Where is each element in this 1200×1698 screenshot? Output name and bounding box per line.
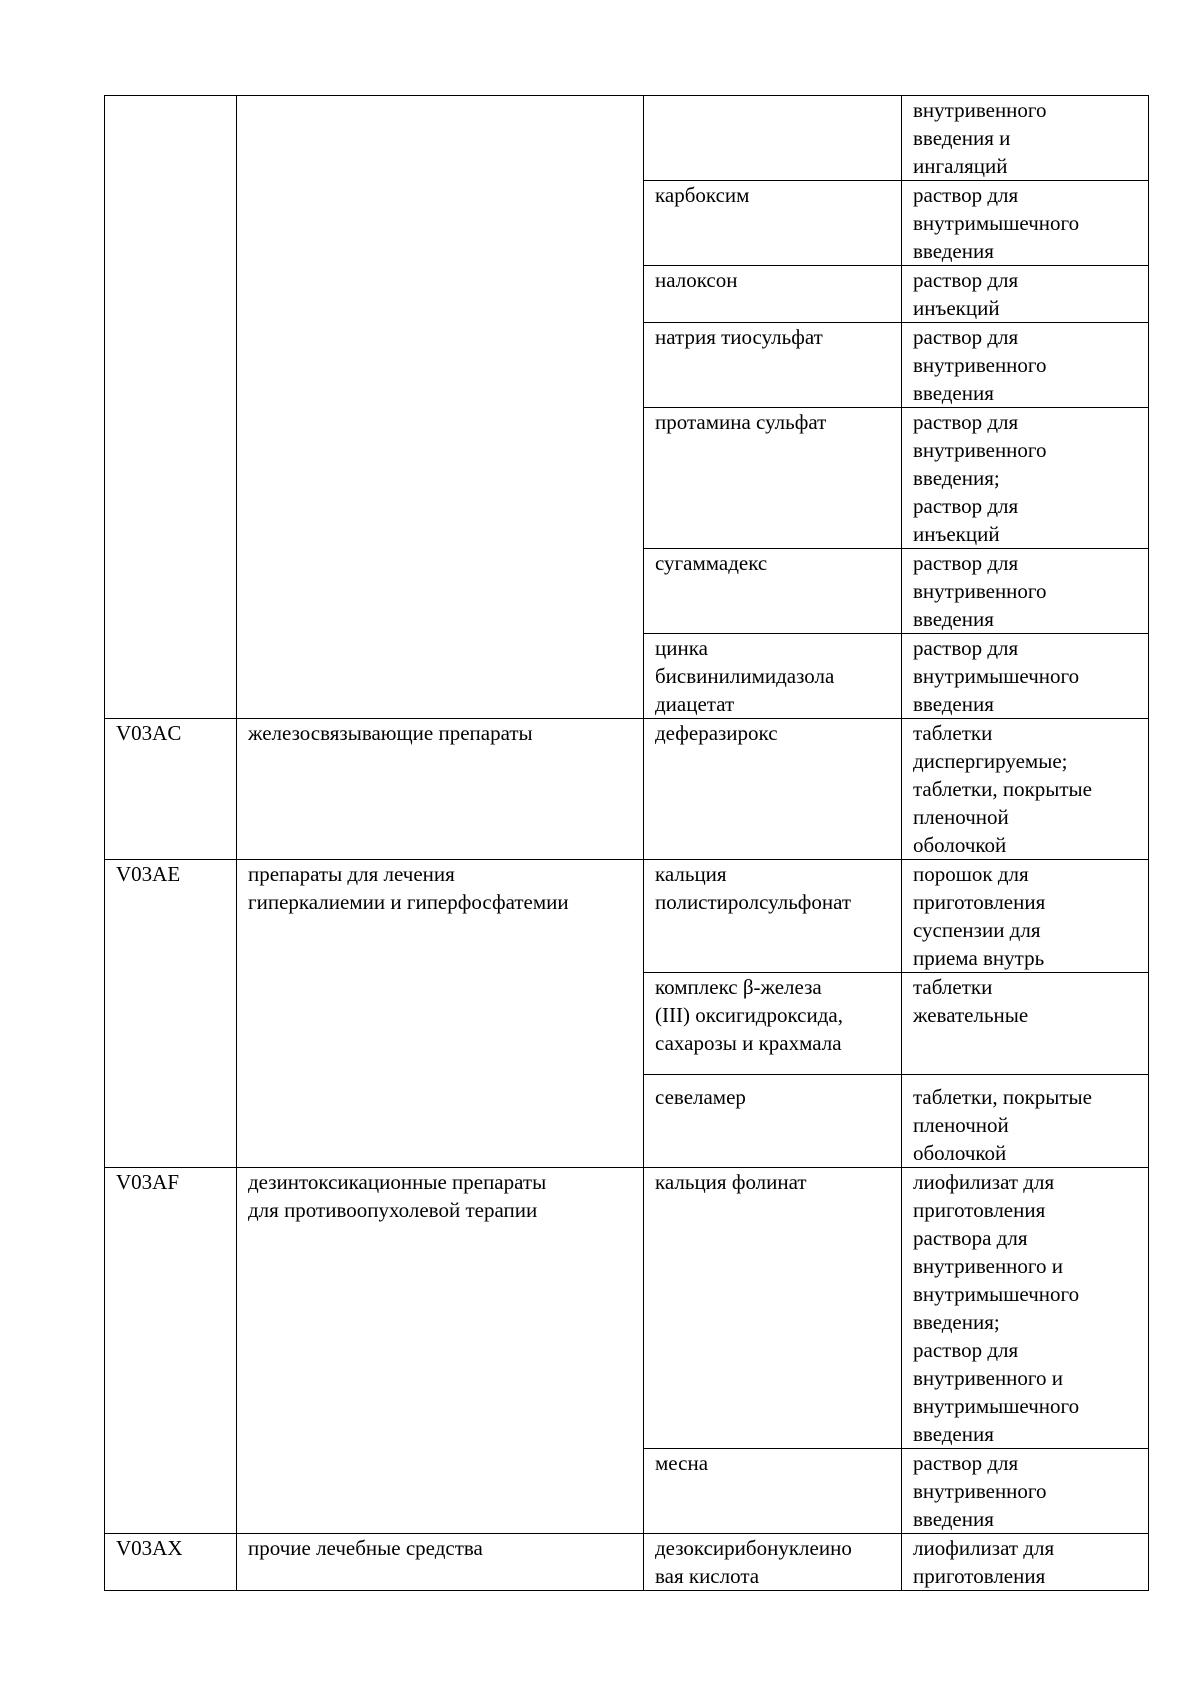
drug-name-cell <box>644 973 902 1075</box>
dosage-form: лиофилизат для приготовления раствора для внутривенного и внутримышечного введения; раствор для внутривенного и внутримышечного введения <box>913 1170 1080 1446</box>
drug-name-cell <box>644 634 902 719</box>
drug-name: натрия тиосульфат <box>655 325 823 349</box>
dosage-form-cell <box>902 860 1149 973</box>
atc-code-cell <box>105 1534 237 1591</box>
table-row <box>105 719 1149 860</box>
atc-code-cell <box>105 860 237 1168</box>
group-name: прочие лечебные средства <box>248 1536 483 1560</box>
atc-code-cell <box>105 96 237 719</box>
dosage-form-cell <box>902 973 1149 1075</box>
dosage-form: раствор для внутривенного введения <box>913 1451 1047 1531</box>
drug-name: кальция фолинат <box>655 1170 807 1194</box>
drug-name: карбоксим <box>655 183 750 207</box>
drug-name-cell <box>644 96 902 181</box>
group-name-cell <box>237 1534 644 1591</box>
dosage-form-cell <box>902 1075 1149 1168</box>
dosage-form: таблетки жевательные <box>913 975 1029 1027</box>
atc-code: V03AF <box>116 1170 180 1194</box>
dosage-form: раствор для инъекций <box>913 268 1019 320</box>
dosage-form: раствор для внутримышечного введения <box>913 183 1080 263</box>
drug-name: деферазирокс <box>655 721 778 745</box>
drug-name-cell <box>644 719 902 860</box>
atc-code: V03AC <box>116 721 182 745</box>
drug-name-cell <box>644 1168 902 1449</box>
dosage-form-cell <box>902 549 1149 634</box>
dosage-form-cell <box>902 96 1149 181</box>
drug-name-cell <box>644 1449 902 1534</box>
drug-table <box>104 95 1149 1591</box>
drug-name: комплекс β-железа (III) оксигидроксида, сахарозы и крахмала <box>655 975 843 1055</box>
drug-name-cell <box>644 1075 902 1168</box>
atc-code: V03AX <box>116 1536 183 1560</box>
dosage-form-cell <box>902 266 1149 323</box>
dosage-form-cell <box>902 1449 1149 1534</box>
drug-name-cell <box>644 266 902 323</box>
dosage-form: раствор для внутривенного введения; раствор для инъекций <box>913 410 1047 546</box>
dosage-form: внутривенного введения и ингаляций <box>913 98 1047 178</box>
group-name-cell <box>237 719 644 860</box>
dosage-form-cell <box>902 181 1149 266</box>
drug-name: сугаммадекс <box>655 551 768 575</box>
drug-name-cell <box>644 549 902 634</box>
dosage-form-cell <box>902 634 1149 719</box>
drug-name-cell <box>644 408 902 549</box>
drug-name-cell <box>644 323 902 408</box>
dosage-form: раствор для внутривенного введения <box>913 325 1047 405</box>
dosage-form-cell <box>902 1168 1149 1449</box>
table-row <box>105 860 1149 973</box>
dosage-form: таблетки диспергируемые; таблетки, покрытые пленочной оболочкой <box>913 721 1092 857</box>
drug-name: цинка бисвинилимидазола диацетат <box>655 636 835 716</box>
document-page <box>104 95 1148 1591</box>
drug-name: месна <box>655 1451 709 1475</box>
group-name: препараты для лечения гиперкалиемии и гиперфосфатемии <box>248 862 569 914</box>
drug-table-body <box>105 96 1149 1591</box>
dosage-form: раствор для внутривенного введения <box>913 551 1047 631</box>
dosage-form-cell <box>902 719 1149 860</box>
table-row <box>105 1534 1149 1591</box>
drug-name-cell <box>644 181 902 266</box>
dosage-form-cell <box>902 323 1149 408</box>
dosage-form: раствор для внутримышечного введения <box>913 636 1080 716</box>
atc-code: V03AE <box>116 862 181 886</box>
drug-name: налоксон <box>655 268 738 292</box>
table-row <box>105 1168 1149 1449</box>
drug-name: кальция полистиролсульфонат <box>655 862 852 914</box>
dosage-form-cell <box>902 408 1149 549</box>
group-name-cell <box>237 860 644 1168</box>
group-name: железосвязывающие препараты <box>248 721 533 745</box>
atc-code-cell <box>105 1168 237 1534</box>
drug-name-cell <box>644 1534 902 1591</box>
drug-name-cell <box>644 860 902 973</box>
dosage-form: таблетки, покрытые пленочной оболочкой <box>913 1085 1092 1165</box>
drug-name: протамина сульфат <box>655 410 827 434</box>
drug-name: дезоксирибонуклеино вая кислота <box>655 1536 852 1588</box>
atc-code-cell <box>105 719 237 860</box>
drug-name: севеламер <box>655 1085 746 1109</box>
group-name-cell <box>237 1168 644 1534</box>
dosage-form-cell <box>902 1534 1149 1591</box>
group-name: дезинтоксикационные препараты для противоопухолевой терапии <box>248 1170 547 1222</box>
dosage-form: лиофилизат для приготовления <box>913 1536 1055 1588</box>
group-name-cell <box>237 96 644 719</box>
dosage-form: порошок для приготовления суспензии для приема внутрь <box>913 862 1046 970</box>
table-row <box>105 96 1149 181</box>
